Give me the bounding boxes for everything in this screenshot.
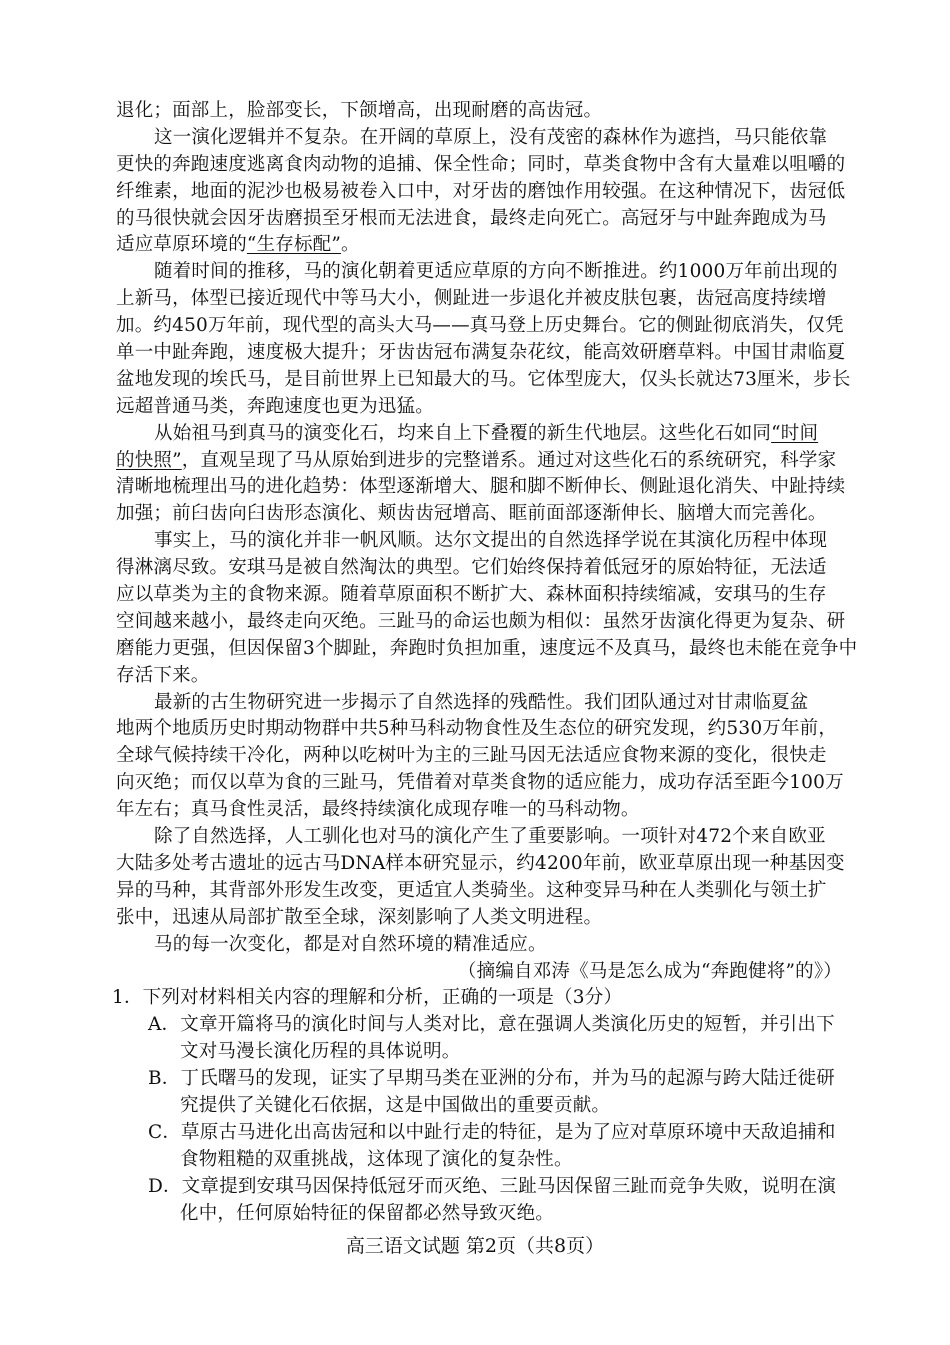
text-line: 存活下来。 xyxy=(116,664,210,686)
question-stem: 1．下列对材料相关内容的理解和分析，正确的一项是（3分） xyxy=(112,987,623,1009)
text-line: 退化；面部上，脸部变长，下颌增高，出现耐磨的高齿冠。 xyxy=(116,100,603,121)
text-line: 事实上，马的演化并非一帆风顺。达尔文提出的自然选择学说在其演化历程中体现 xyxy=(154,530,828,552)
text-line: 清晰地梳理出马的进化趋势：体型逐渐增大、腿和脚不断伸长、侧趾退化消失、中趾持续 xyxy=(116,476,846,498)
option-b: B．丁氏曙马的发现，证实了早期马类在亚洲的分布，并为马的起源与跨大陆迁徙研 xyxy=(148,1068,835,1090)
option-c: C．草原古马进化出高齿冠和以中趾行走的特征，是为了应对草原环境中天敌追捕和 xyxy=(148,1121,836,1143)
page-footer: 高三语文试题 第2页（共8页） xyxy=(345,1235,605,1257)
text-line: 向灭绝；而仅以草为食的三趾马，凭借着对草类食物的适应能力，成功存活至距今100万 xyxy=(116,772,844,794)
text-line: 盆地发现的埃氏马，是目前世界上已知最大的马。它体型庞大，仅头长就达73厘米，步长 xyxy=(116,368,851,390)
text-line: 的马很快就会因牙齿磨损至牙根而无法进食，最终走向死亡。高冠牙与中趾奔跑成为马 xyxy=(116,207,827,229)
source-citation: （摘编自邓涛《马是怎么成为“奔跑健将”的》） xyxy=(457,960,842,982)
text-line: 年左右；真马食性灵活，最终持续演化成现存唯一的马科动物。 xyxy=(116,799,640,821)
text-line: 纤维素，地面的泥沙也极易被卷入口中，对牙齿的磨蚀作用较强。在这种情况下，齿冠低 xyxy=(116,180,846,202)
text-line: 地两个地质历史时期动物群中共5种马科动物食性及生态位的研究发现，约530万年前， xyxy=(116,718,838,740)
text-span: ，直观呈现了马从原始到进步的完整谱系。通过对这些化石的系统研究，科学家 xyxy=(181,449,837,471)
text-line xyxy=(116,421,842,448)
text-line: 加强；前臼齿向臼齿形态演化、颊齿齿冠增高、眶前面部逐渐伸长、脑增大而完善化。 xyxy=(116,503,827,525)
text-line: 磨能力更强，但因保留3个脚趾，奔跑时负担加重，速度远不及真马，最终也未能在竞争中 xyxy=(116,637,858,659)
text-line: 除了自然选择，人工驯化也对马的演化产生了重要影响。一项针对472个来自欧亚 xyxy=(154,826,826,848)
underlined-phrase: “生存标配” xyxy=(246,234,342,256)
text-line: 单一中趾奔跑，速度极大提升；牙齿齿冠布满复杂花纹，能高效研磨草料。中国甘肃临夏 xyxy=(116,342,846,364)
text-line: 这一演化逻辑并不复杂。在开阔的草原上，没有茂密的森林作为遮挡，马只能依靠 xyxy=(154,126,828,148)
underlined-phrase: 的快照” xyxy=(116,449,182,471)
option-a-cont: 文对马漫长演化历程的具体说明。 xyxy=(180,1041,461,1063)
text-line: 全球气候持续干冷化，两种以吃树叶为主的三趾马因无法适应食物来源的变化，很快走 xyxy=(116,745,827,767)
underlined-phrase: “时间 xyxy=(771,422,819,444)
text-line: 异的马种，其背部外形发生改变，更适宜人类骑坐。这种变异马种在人类驯化与领土扩 xyxy=(116,879,827,901)
option-b-cont: 究提供了关键化石依据，这是中国做出的重要贡献。 xyxy=(180,1094,611,1116)
text-span: 从始祖马到真马的演变化石，均来自上下叠覆的新生代地层。这些化石如同 xyxy=(154,422,772,444)
text-line xyxy=(116,232,842,259)
text-line: 加。约450万年前，现代型的高头大马——真马登上历史舞台。它的侧趾彻底消失，仅凭 xyxy=(116,315,844,337)
text-line: 得淋漓尽致。安琪马是被自然淘汰的典型。它们始终保持着低冠牙的原始特征，无法适 xyxy=(116,557,827,579)
text-line: 随着时间的推移，马的演化朝着更适应草原的方向不断推进。约1000万年前出现的 xyxy=(154,261,838,283)
text-span: 。 xyxy=(341,234,360,256)
text-line: 更快的奔跑速度逃离食肉动物的追捕、保全性命；同时，草类食物中含有大量难以咀嚼的 xyxy=(116,153,846,175)
text-line: 上新马，体型已接近现代中等马大小，侧趾进一步退化并被皮肤包裹，齿冠高度持续增 xyxy=(116,288,827,310)
exam-page xyxy=(112,98,858,1227)
text-line: 远超普通马类，奔跑速度也更为迅猛。 xyxy=(116,395,434,417)
text-line: 马的每一次变化，都是对自然环境的精准适应。 xyxy=(154,933,547,955)
text-line: 空间越来越小，最终走向灭绝。三趾马的命运也颇为相似：虽然牙齿演化得更为复杂、研 xyxy=(116,610,846,632)
option-a: A．文章开篇将马的演化时间与人类对比，意在强调人类演化历史的短暂，并引出下 xyxy=(148,1014,835,1036)
option-d-cont: 化中，任何原始特征的保留都必然导致灭绝。 xyxy=(180,1202,555,1224)
option-c-cont: 食物粗糙的双重挑战，这体现了演化的复杂性。 xyxy=(180,1148,573,1170)
text-line xyxy=(116,448,842,475)
option-d: D．文章提到安琪马因保持低冠牙而灭绝、三趾马因保留三趾而竞争失败，说明在演 xyxy=(148,1175,837,1197)
text-line: 应以草类为主的食物来源。随着草原面积不断扩大、森林面积持续缩减，安琪马的生存 xyxy=(116,584,827,606)
text-span: 适应草原环境的 xyxy=(116,234,247,256)
text-line: 大陆多处考古遗址的远古马DNA样本研究显示，约4200年前，欧亚草原出现一种基因变 xyxy=(116,852,845,874)
text-line: 张中，迅速从局部扩散至全球，深刻影响了人类文明进程。 xyxy=(116,906,603,928)
text-line: 最新的古生物研究进一步揭示了自然选择的残酷性。我们团队通过对甘肃临夏盆 xyxy=(154,691,809,713)
